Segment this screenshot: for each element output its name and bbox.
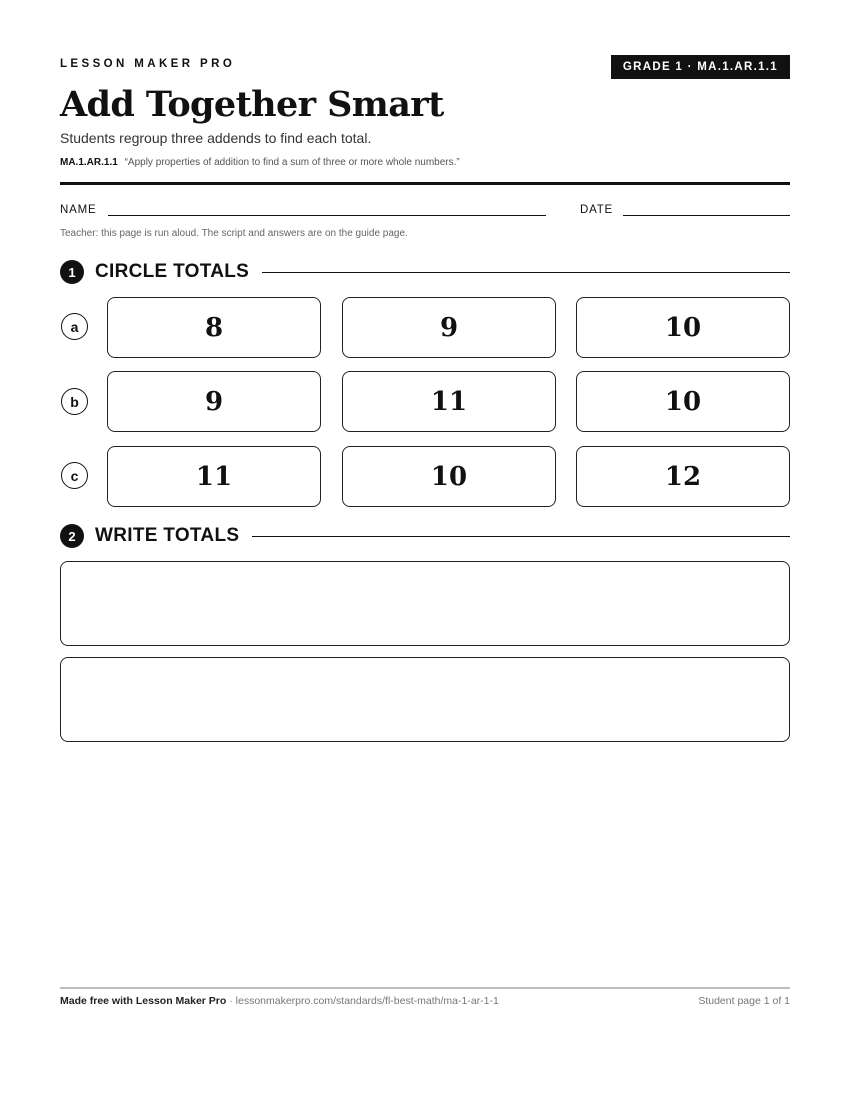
page-title: Add Together Smart xyxy=(60,84,444,125)
total-option-box[interactable]: 9 xyxy=(342,297,556,358)
row-label-b: b xyxy=(61,388,88,415)
date-field[interactable] xyxy=(623,215,790,216)
date-label: DATE xyxy=(580,204,614,216)
footer-separator: · xyxy=(226,995,236,1007)
total-option-box[interactable]: 10 xyxy=(576,297,790,358)
footer-page-number: Student page 1 of 1 xyxy=(698,995,790,1007)
name-label: NAME xyxy=(60,204,97,216)
standard-code: MA.1.AR.1.1 xyxy=(60,157,118,168)
write-answer-box-2[interactable] xyxy=(60,657,790,742)
section-rule xyxy=(252,536,790,537)
section-rule xyxy=(262,272,790,273)
page-subtitle: Students regroup three addends to find each total. xyxy=(60,130,372,146)
section-write-totals-heading xyxy=(60,523,790,549)
section-number-badge: 2 xyxy=(60,524,84,548)
grade-badge: GRADE 1 · MA.1.AR.1.1 xyxy=(611,55,790,79)
total-option-box[interactable]: 9 xyxy=(107,371,321,432)
total-option-box[interactable]: 10 xyxy=(342,446,556,507)
name-field[interactable] xyxy=(108,215,546,216)
section-circle-totals-heading xyxy=(60,259,790,285)
footer-made-with: Made free with Lesson Maker Pro xyxy=(60,995,227,1007)
total-option-box[interactable]: 12 xyxy=(576,446,790,507)
total-option-box[interactable]: 10 xyxy=(576,371,790,432)
section-title: CIRCLE TOTALS xyxy=(95,261,250,282)
total-option-box[interactable]: 11 xyxy=(342,371,556,432)
footer-divider xyxy=(60,987,790,989)
row-label-c: c xyxy=(61,462,88,489)
section-number-badge: 1 xyxy=(60,260,84,284)
footer-credit xyxy=(60,995,499,1007)
row-label-a: a xyxy=(61,313,88,340)
write-answer-box-1[interactable] xyxy=(60,561,790,646)
header-divider xyxy=(60,182,790,185)
teacher-note: Teacher: this page is run aloud. The script and answers are on the guide page. xyxy=(60,228,408,239)
brand-name: LESSON MAKER PRO xyxy=(60,58,236,70)
standard-line xyxy=(60,157,460,168)
total-option-box[interactable]: 11 xyxy=(107,446,321,507)
footer-url[interactable]: lessonmakerpro.com/standards/fl-best-math/ma-1-ar-1-1 xyxy=(235,995,499,1007)
section-title: WRITE TOTALS xyxy=(95,525,240,546)
standard-text: “Apply properties of addition to find a sum of three or more whole numbers.” xyxy=(124,157,460,168)
total-option-box[interactable]: 8 xyxy=(107,297,321,358)
